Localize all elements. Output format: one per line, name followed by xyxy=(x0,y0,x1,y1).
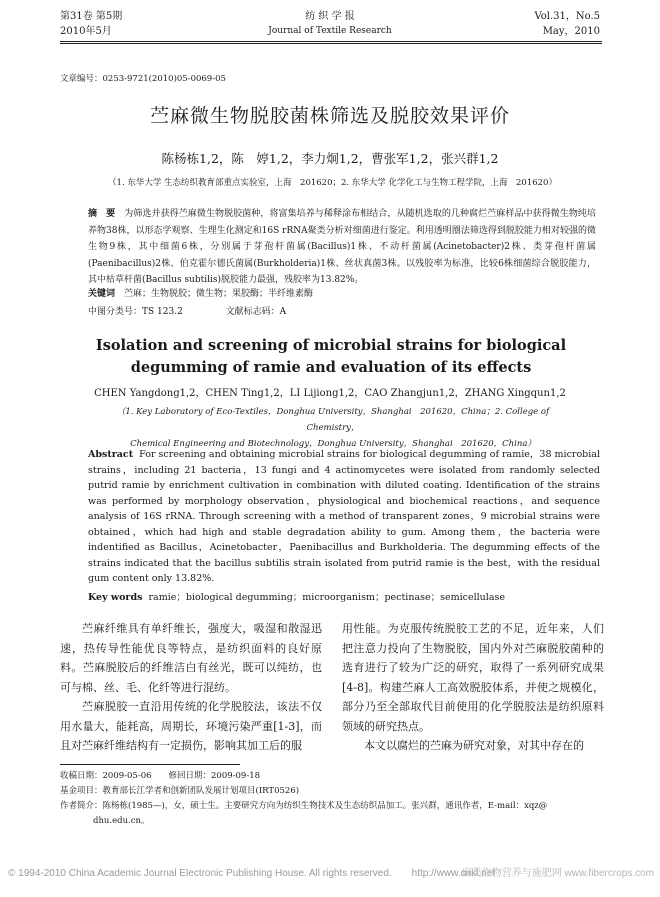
abstract-en-label: Abstract xyxy=(88,449,134,460)
abstract-en xyxy=(88,447,600,587)
abstract-cn xyxy=(88,206,596,289)
footnote-rule xyxy=(60,764,240,765)
doc-code: 文献标志码：A xyxy=(225,307,287,317)
class-number: 中图分类号：TS 123.2 xyxy=(88,307,183,317)
header-date-en: May，2010 xyxy=(542,26,600,37)
abstract-cn-label: 摘 要 xyxy=(88,209,116,219)
header-rule-thin xyxy=(60,43,602,44)
body-left-paragraph-1: 苎麻纤维具有单纤维长，强度大，吸湿和散湿迅速，热传导性能优良等特点，是纺织面料的良好原料。苎麻脱胶后的纤维洁白有丝光，既可以纯纺，也可与棉、丝、毛、化纤等进行混纺。 xyxy=(60,622,322,694)
title-en: Isolation and screening of microbial strains for biological degumming of ramie and evaluation of its effects xyxy=(95,337,567,376)
body-column-left xyxy=(60,619,322,756)
keywords-cn-text: 苎麻；生物脱胶；微生物；果胶酶；半纤维素酶 xyxy=(124,289,314,299)
footnote-author-email: dhu.edu.cn。 xyxy=(93,816,150,826)
footnote-fund: 基金项目：教育部长江学者和创新团队发展计划项目(IRT0526) xyxy=(60,786,300,796)
body-right-paragraph-1: 用性能。为克服传统脱胶工艺的不足，近年来，人们把注意力投向了生物脱胶，国内外对苎麻脱胶菌种的选育进行了较为广泛的研究，取得了一系列研究成果[4-8]。构建苎麻人工高效脱胶体系，并使之规模化，部分乃至全部取代目前使用的化学脱胶法是纺织原料领域的研究热点。 xyxy=(342,622,604,733)
header-vol-issue-en: Vol.31，No.5 xyxy=(534,11,600,22)
affiliation-en xyxy=(90,404,576,452)
copyright-text: © 1994-2010 China Academic Journal Electronic Publishing House. All rights reserved. http://www.cnki.net xyxy=(8,868,496,879)
footnote-received: 收稿日期：2009-05-06 修回日期：2009-09-18 xyxy=(60,771,261,781)
header-rule xyxy=(60,41,602,42)
header-vol-issue-cn: 第31卷 第5期 xyxy=(60,11,123,22)
keywords-en xyxy=(88,589,600,603)
body-left-paragraph-2: 苎麻脱胶一直沿用传统的化学脱胶法，该法不仅用水量大，能耗高，周期长，环境污染严重[1-3]，而且对苎麻纤维结构有一定损伤，影响其加工后的服 xyxy=(60,700,322,752)
footnote-author: 作者简介：陈杨栋(1985—)，女，硕士生。主要研究方向为纺织生物技术及生态纺织品加工。张兴群，通讯作者，E-mail：xqz@ xyxy=(60,801,548,811)
affiliation-cn: （1. 东华大学 生态纺织教育部重点实验室，上海 201620；2. 东华大学 化学化工与生物工程学院，上海 201620） xyxy=(108,178,557,188)
header-journal-cn: 纺 织 学 报 xyxy=(305,11,355,22)
affiliation-en-line2: Chemical Engineering and Biotechnology，Donghua University，Shanghai 201620，China） xyxy=(130,439,536,449)
article-number: 文章编号：0253-9721(2010)05-0069-05 xyxy=(60,74,226,84)
header-date-cn: 2010年5月 xyxy=(60,26,112,37)
affiliation-en-line1: （1. Key Laboratory of Eco-Textiles，Donghua University，Shanghai 201620，China；2. College of Chemistry， xyxy=(116,407,550,433)
title-cn: 苎麻微生物脱胶菌株筛选及脱胶效果评价 xyxy=(149,105,510,127)
header-journal-en: Journal of Textile Research xyxy=(268,26,392,36)
abstract-en-text: For screening and obtaining microbial strains for biological degumming of ramie，38 microbial strains，including 21 bacteria，13 fungi and 4 actinomycetes were isolated from randomly selected putrid ramie by enrichment cultivation in combination with diluted coating. Identification of the strains was performed by morphology observation，physiological and biochemical reactions，and sequence analysis of 16S rRNA. Through screening with a method of transparent zones，9 microbial strains were obtained，which had high and stable degradation ability to gum. Among them，the bacteria were indentified as Bacillus，Acinetobacter，Paenibacillus and Burkholderia. The degumming effects of the strains indicated that the bacillus subtilis strain isolated from putrid ramie is the best，with the residual gum content only 13.82%. xyxy=(88,449,600,584)
keywords-en-text: ramie；biological degumming；microorganism；pectinase；semicellulase xyxy=(148,592,505,603)
authors-cn: 陈杨栋1,2，陈 婷1,2，李力炯1,2，曹张军1,2，张兴群1,2 xyxy=(161,151,499,166)
authors-en: CHEN Yangdong1,2，CHEN Ting1,2，LI Lijiong1,2，CAO Zhangjun1,2，ZHANG Xingqun1,2 xyxy=(94,388,566,399)
body-column-right xyxy=(342,619,604,756)
watermark: 麻类作物营养与施肥网 www.fibercrops.com xyxy=(461,868,654,879)
abstract-cn-text: 为筛选并获得苎麻微生物脱胶菌种，将富集培养与稀释涂布相结合，从随机选取的几种腐烂苎麻样品中获得微生物纯培养物38株，以形态学观察、生理生化测定和16S rRNA聚类分析对细菌进行鉴定。利用透明圈法筛选得到脱胶能力相对较强的微生物9株，其中细菌6株，分别属于芽孢杆菌属(Bacillus)1株、不动杆菌属(Acinetobacter)2株、类芽孢杆菌属(Paenibacillus)2株、伯克霍尔德氏菌属(Burkholderia)1株、丝状真菌3株。以残胶率为标准，比较6株细菌综合脱胶能力，其中枯草杆菌(Bacillus subtilis)脱胶能力最强，残胶率为13.82%。 xyxy=(88,209,596,285)
footnote xyxy=(60,769,605,829)
keywords-cn xyxy=(88,286,596,299)
keywords-en-label: Key words xyxy=(88,592,143,603)
body-right-paragraph-2: 本文以腐烂的苎麻为研究对象，对其中存在的 xyxy=(364,739,584,752)
classification-cn xyxy=(88,304,596,317)
keywords-cn-label: 关键词 xyxy=(88,289,116,299)
